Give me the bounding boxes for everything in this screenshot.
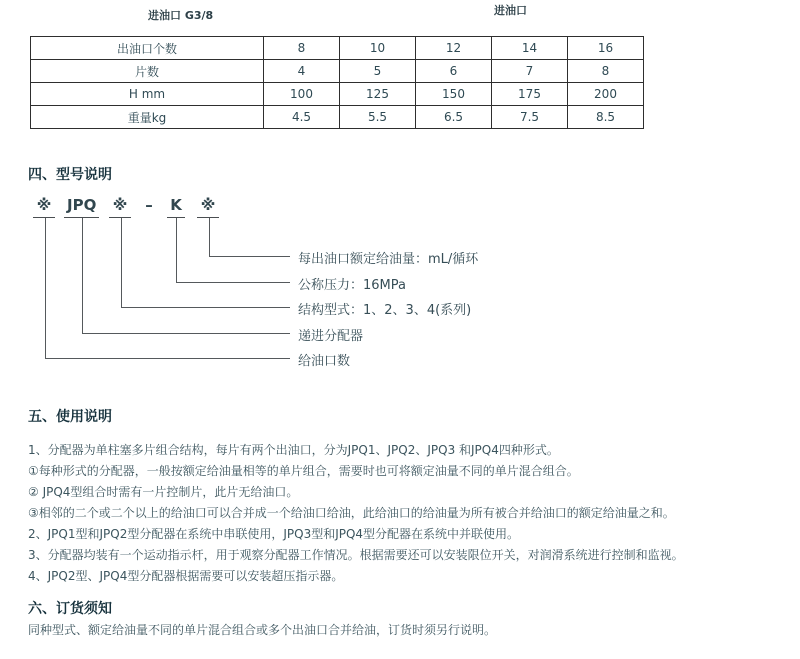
cell-value: 14 (492, 37, 568, 60)
section-heading-usage: 五、使用说明 (28, 409, 112, 425)
model-code-diagram (0, 190, 800, 390)
model-code-part-structure: ※ (109, 196, 131, 218)
callout-line-vertical (121, 218, 122, 307)
usage-item: ② JPQ4型组合时需有一片控制片，此片无给油口。 (28, 485, 299, 499)
callout-line-vertical (45, 218, 46, 358)
cell-value: 8 (568, 60, 644, 83)
table-row-weight (31, 106, 644, 129)
row-label: 重量kg (31, 106, 264, 129)
callout-structure-type: 结构型式：1、2、3、4(系列) (298, 303, 472, 318)
cell-value: 150 (416, 83, 492, 106)
usage-item: 2、JPQ1型和JPQ2型分配器在系统中串联使用，JPQ3型和JPQ4型分配器在系统中并联使用。 (28, 527, 520, 541)
usage-item: ①每种形式的分配器，一般按额定给油量相等的单片组合，需要时也可将额定油量不同的单片混合组合。 (28, 464, 579, 478)
spec-table (30, 36, 644, 129)
callout-line-horizontal (176, 282, 290, 283)
usage-item: ③相邻的二个或二个以上的给油口可以合并成一个给油口给油，此给油口的给油量为所有被合并给油口的额定给油量之和。 (28, 506, 675, 520)
model-code-part-flow: ※ (197, 196, 219, 218)
callout-line-vertical (176, 218, 177, 282)
usage-instructions-list (28, 440, 800, 587)
cell-value: 7 (492, 60, 568, 83)
usage-item: 1、分配器为单柱塞多片组合结构，每片有两个出油口，分为JPQ1、JPQ2、JPQ3 和JPQ4四种形式。 (28, 443, 559, 457)
cell-value: 5 (340, 60, 416, 83)
callout-rated-flow: 每出油口额定给油量：mL/循环 (298, 252, 479, 267)
order-note-text: 同种型式、额定给油量不同的单片混合组合或多个出油口合并给油，订货时须另行说明。 (28, 623, 497, 637)
inlet-port-label-left: 进油口 G3/8 (148, 9, 214, 22)
cell-value: 7.5 (492, 106, 568, 129)
section-heading-order: 六、订货须知 (28, 601, 112, 617)
model-code-part-series: JPQ (64, 196, 99, 218)
callout-line-horizontal (209, 256, 290, 257)
model-code-part-oilports: ※ (33, 196, 55, 218)
row-label: 出油口个数 (31, 37, 264, 60)
section-heading-model: 四、型号说明 (28, 167, 112, 183)
usage-item: 4、JPQ2型、JPQ4型分配器根据需要可以安装超压指示器。 (28, 569, 344, 583)
callout-line-horizontal (121, 307, 290, 308)
cell-value: 5.5 (340, 106, 416, 129)
callout-oil-port-count: 给油口数 (298, 354, 351, 369)
table-row-outlets (31, 37, 644, 60)
table-row-height (31, 83, 644, 106)
cell-value: 100 (264, 83, 340, 106)
usage-item: 3、分配器均装有一个运动指示杆，用于观察分配器工作情况。根据需要还可以安装限位开关，对润滑系统进行控制和监视。 (28, 548, 684, 562)
inlet-port-label-right: 进油口 (494, 4, 527, 17)
row-label: 片数 (31, 60, 264, 83)
callout-nominal-pressure: 公称压力：16MPa (298, 278, 406, 293)
cell-value: 175 (492, 83, 568, 106)
cell-value: 125 (340, 83, 416, 106)
row-label: H mm (31, 83, 264, 106)
cell-value: 8 (264, 37, 340, 60)
cell-value: 4 (264, 60, 340, 83)
cell-value: 8.5 (568, 106, 644, 129)
cell-value: 16 (568, 37, 644, 60)
callout-progressive-distributor: 递进分配器 (298, 329, 364, 344)
callout-line-vertical (209, 218, 210, 256)
callout-line-horizontal (82, 333, 290, 334)
callout-line-horizontal (45, 358, 290, 359)
cell-value: 4.5 (264, 106, 340, 129)
cell-value: 10 (340, 37, 416, 60)
callout-line-vertical (82, 218, 83, 333)
model-code-part-dash: – (145, 196, 153, 214)
model-code-part-pressure: K (167, 196, 185, 218)
cell-value: 12 (416, 37, 492, 60)
table-row-pieces (31, 60, 644, 83)
cell-value: 6 (416, 60, 492, 83)
cell-value: 6.5 (416, 106, 492, 129)
cell-value: 200 (568, 83, 644, 106)
